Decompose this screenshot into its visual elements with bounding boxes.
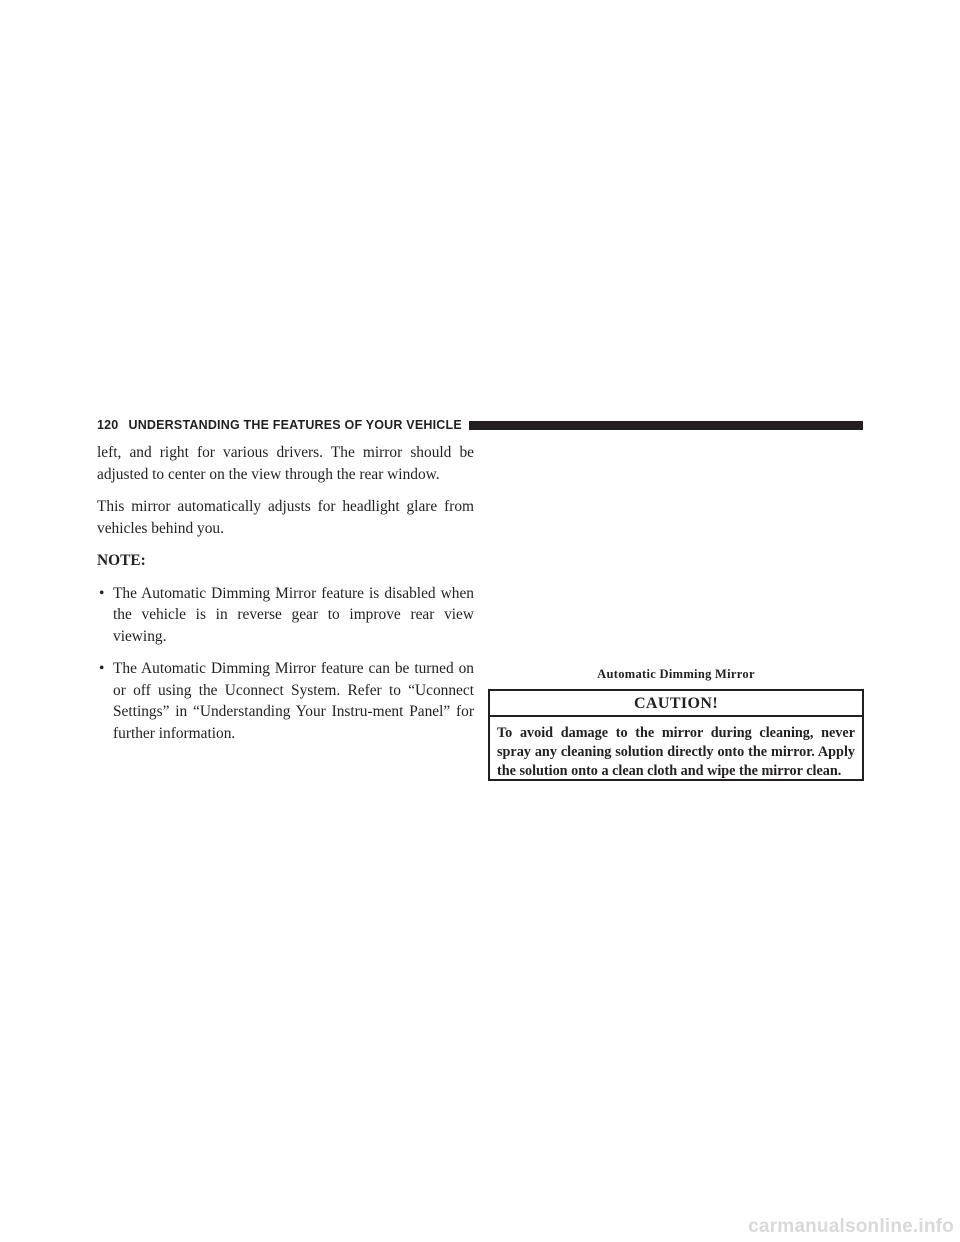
page-number: 120 (97, 418, 119, 432)
header-rule (469, 421, 863, 430)
bullet-icon: • (99, 660, 105, 677)
page-header (97, 416, 863, 434)
note-label: NOTE: (97, 552, 146, 569)
bullet-icon: • (99, 584, 105, 602)
caution-text: To avoid damage to the mirror during cleaning, never spray any cleaning solution directly onto the mirror. Apply the solution onto a clean cloth and wipe the mirror clean. (497, 725, 855, 779)
section-title: UNDERSTANDING THE FEATURES OF YOUR VEHICLE (128, 418, 462, 432)
caution-title: CAUTION! (490, 691, 862, 717)
caution-box (488, 689, 864, 781)
left-column (97, 442, 474, 755)
figure-caption: Automatic Dimming Mirror (597, 667, 755, 681)
bullet-item (97, 658, 474, 744)
watermark: carmanualsonline.info (748, 1216, 954, 1237)
body-paragraph: This mirror automatically adjusts for headlight glare from vehicles behind you. (97, 498, 474, 537)
bullet-text: The Automatic Dimming Mirror feature is disabled when the vehicle is in reverse gear to improve rear view viewing. (113, 584, 474, 645)
body-paragraph: left, and right for various drivers. The mirror should be adjusted to center on the view through the rear window. (97, 444, 474, 483)
bullet-item (97, 583, 474, 648)
bullet-text: The Automatic Dimming Mirror feature can be turned on or off using the Uconnect System. Refer to “Uconnect Settings” in “Understanding Your Instru-ment Panel” for further information. (113, 660, 474, 742)
figure-image-area (488, 440, 864, 662)
